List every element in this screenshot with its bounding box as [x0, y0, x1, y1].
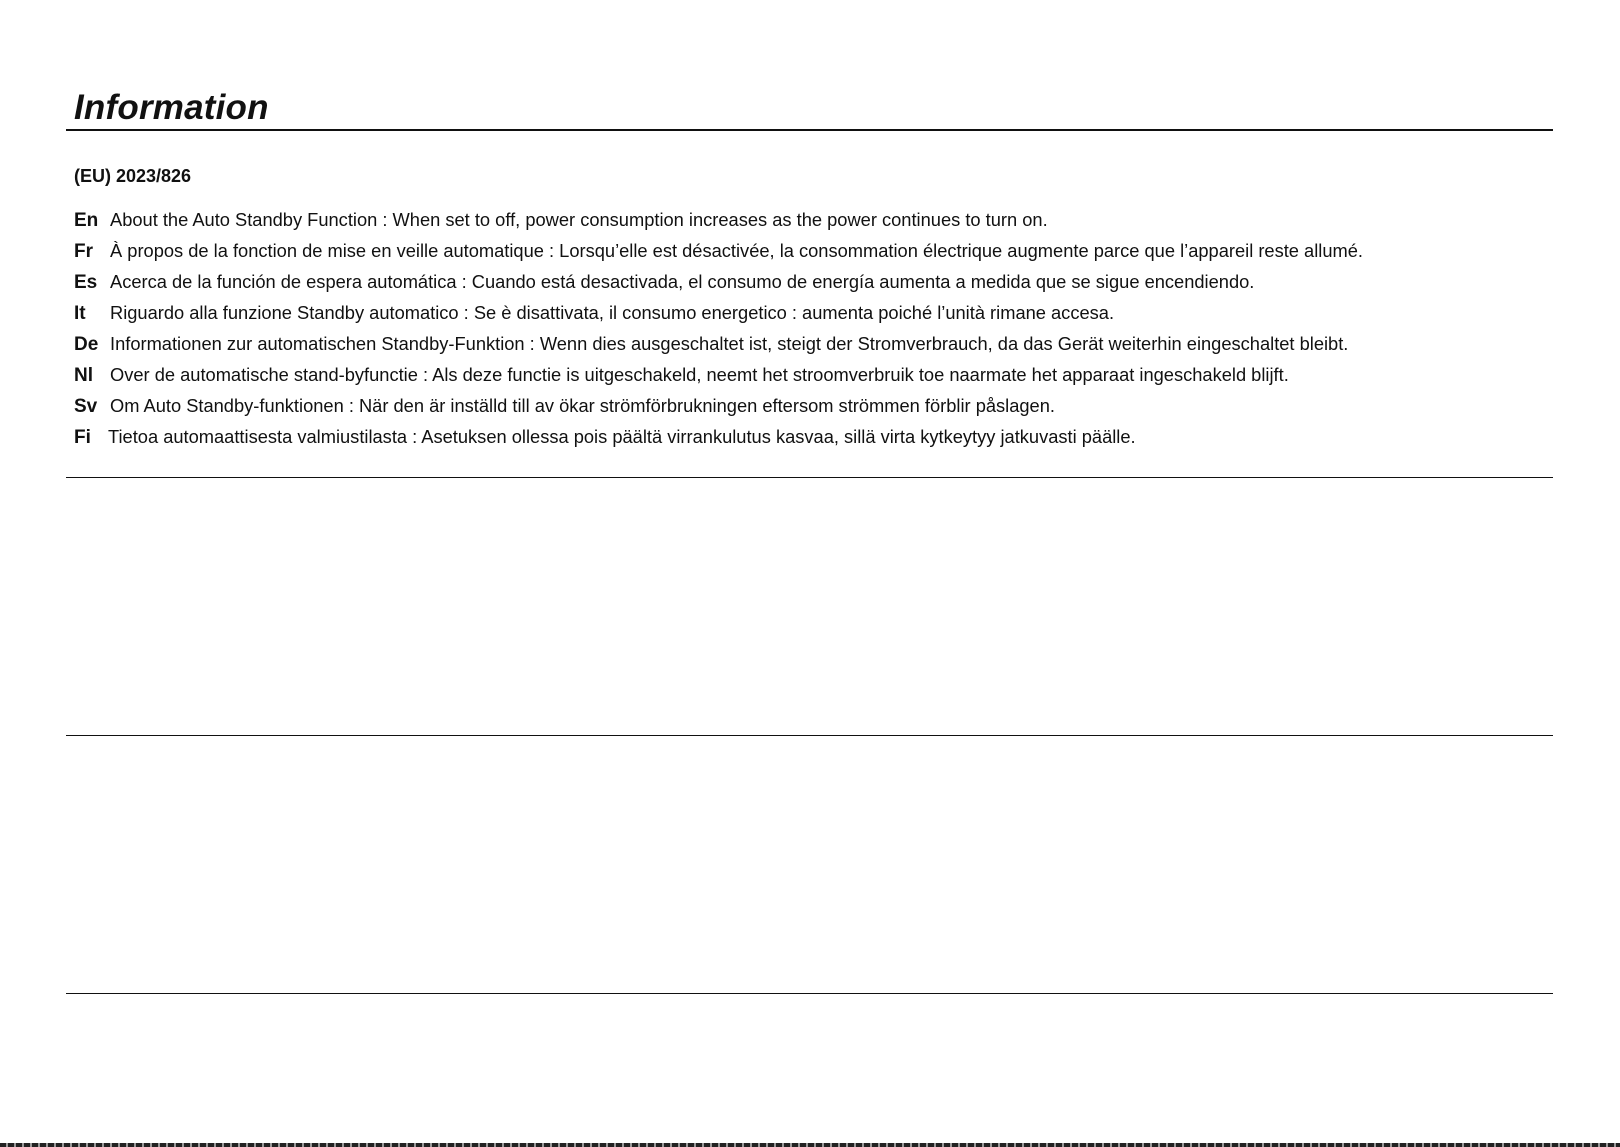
language-notice-text: À propos de la fonction de mise en veille automatique : Lorsqu’elle est désactivée, la consommation électrique augmente parce que l’appareil reste allumé. — [110, 240, 1363, 261]
title-divider — [66, 129, 1553, 131]
language-notice-text: Informationen zur automatischen Standby-Funktion : Wenn dies ausgeschaltet ist, steigt der Stromverbrauch, da das Gerät weiterhin eingeschaltet bleibt. — [110, 333, 1349, 354]
language-notice-de — [74, 331, 1363, 362]
language-notice-text: Riguardo alla funzione Standby automatico : Se è disattivata, il consumo energetico : aumenta poiché l’unità rimane accesa. — [110, 302, 1115, 323]
language-notice-list — [74, 207, 1363, 455]
section-divider — [66, 477, 1553, 478]
language-code: Es — [74, 272, 98, 293]
language-notice-it — [74, 300, 1363, 331]
language-code: Nl — [74, 365, 93, 386]
language-notice-text: Om Auto Standby-funktionen : När den är inställd till av ökar strömförbrukningen eftersom strömmen förblir påslagen. — [110, 395, 1055, 416]
language-code: Fi — [74, 427, 91, 448]
regulation-reference: (EU) 2023/826 — [74, 166, 192, 186]
language-notice-en — [74, 207, 1363, 238]
language-code: En — [74, 210, 99, 231]
language-notice-text: Acerca de la función de espera automática : Cuando está desactivada, el consumo de energía aumenta a medida que se sigue encendiendo. — [110, 271, 1255, 292]
language-notice-text: About the Auto Standby Function : When set to off, power consumption increases as the power continues to turn on. — [110, 209, 1048, 230]
page-title: Information — [74, 88, 269, 127]
language-notice-sv — [74, 393, 1363, 424]
section-divider — [66, 993, 1553, 994]
language-code: De — [74, 334, 99, 355]
language-notice-es — [74, 269, 1363, 300]
language-notice-nl — [74, 362, 1363, 393]
language-code: Fr — [74, 241, 93, 262]
section-divider — [66, 735, 1553, 736]
language-notice-text: Tietoa automaattisesta valmiustilasta : Asetuksen ollessa pois päältä virrankulutus kasvaa, sillä virta kytkeytyy jatkuvasti päälle. — [108, 426, 1136, 447]
page-edge-strip — [0, 1143, 1620, 1147]
language-notice-fr — [74, 238, 1363, 269]
language-notice-text: Over de automatische stand-byfunctie : Als deze functie is uitgeschakeld, neemt het stroomverbruik toe naarmate het apparaat ingeschakeld blijft. — [110, 364, 1289, 385]
language-code: It — [74, 303, 86, 324]
language-code: Sv — [74, 396, 98, 417]
language-notice-fi — [74, 424, 1363, 455]
